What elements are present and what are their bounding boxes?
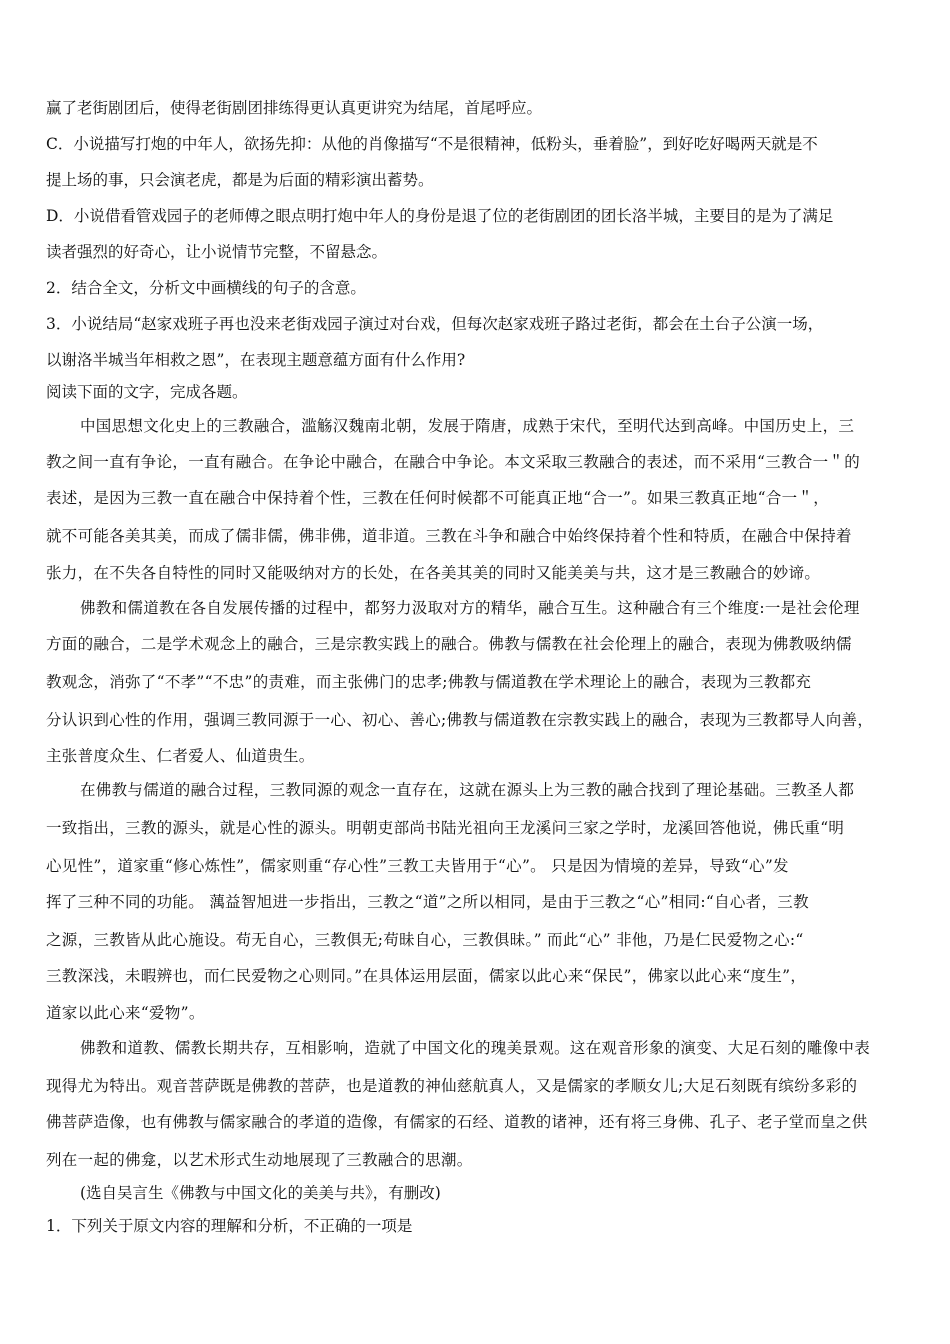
article-p3-line: 道家以此心来“爱物”。 xyxy=(46,1004,205,1022)
article-p1-line: 表述，是因为三教一直在融合中保持着个性，三教在任何时候都不可能真正地“合一”。如果三教真正地“合一＂， xyxy=(46,489,830,507)
reading-instruction: 阅读下面的文字，完成各题。 xyxy=(46,383,248,401)
article-p4-line: 佛菩萨造像，也有佛教与儒家融合的孝道的造像，有儒家的石经、道教的诸神，还有将三身佛、孔子、老子堂而皇之供 xyxy=(46,1113,868,1131)
question-1: 1．下列关于原文内容的理解和分析，不正确的一项是 xyxy=(46,1217,413,1235)
article-p4-line: 佛教和道教、儒教长期共存，互相影响，造就了中国文化的瑰美景观。这在观音形象的演变、大足石刻的雕像中表 xyxy=(80,1039,871,1057)
article-p3-line: 心见性”，道家重“修心炼性”，儒家则重“存心性”三教工夫皆用于“心”。 只是因为情境的差异，导致“心”发 xyxy=(46,857,789,875)
question-2: 2．结合全文，分析文中画横线的句子的含意。 xyxy=(46,279,366,297)
option-d-line-2: 读者强烈的好奇心，让小说情节完整，不留悬念。 xyxy=(46,243,388,261)
article-p3-line: 在佛教与儒道的融合过程，三教同源的观念一直存在，这就在源头上为三教的融合找到了理论基础。三教圣人都 xyxy=(80,781,855,799)
article-p3-line: 一致指出，三教的源头，就是心性的源头。明朝吏部尚书陆光祖向王龙溪问三家之学时，龙溪回答他说，佛氏重“明 xyxy=(46,819,845,837)
option-c-line-1: C．小说描写打炮的中年人，欲扬先抑：从他的肖像描写“不是很精神，低粉头，垂着脸”，到好吃好喝两天就是不 xyxy=(46,135,818,153)
article-source: (选自吴言生《佛教与中国文化的美美与共》，有删改) xyxy=(80,1184,441,1202)
option-c-line-2: 提上场的事，只会演老虎，都是为后面的精彩演出蓄势。 xyxy=(46,171,434,189)
article-p2-line: 主张普度众生、仁者爱人、仙道贵生。 xyxy=(46,747,315,765)
article-p2-line: 佛教和儒道教在各自发展传播的过程中，都努力汲取对方的精华，融合互生。这种融合有三个维度:一是社会伦理 xyxy=(80,599,860,617)
article-p4-line: 列在一起的佛龛，以艺术形式生动地展现了三教融合的思潮。 xyxy=(46,1151,473,1169)
article-p2-line: 方面的融合，二是学术观念上的融合，三是宗教实践上的融合。佛教与儒教在社会伦理上的融合，表现为佛教吸纳儒 xyxy=(46,635,852,653)
prev-option-b-ending: 赢了老街剧团后，使得老街剧团排练得更认真更讲究为结尾，首尾呼应。 xyxy=(46,99,543,117)
question-3-line-2: 以谢洛半城当年相救之恩”，在表现主题意蕴方面有什么作用? xyxy=(46,351,466,369)
article-p1-line: 中国思想文化史上的三教融合，滥觞汉魏南北朝，发展于隋唐，成熟于宋代，至明代达到高峰。中国历史上，三 xyxy=(80,417,855,435)
article-p3-line: 三教深浅，未暇辨也，而仁民爱物之心则同。”在具体运用层面，儒家以此心来“保民”，佛家以此心来“度生”， xyxy=(46,967,807,985)
article-p1-line: 就不可能各美其美，而成了儒非儒，佛非佛，道非道。三教在斗争和融合中始终保持着个性和特质，在融合中保持着 xyxy=(46,527,852,545)
article-p2-line: 教观念，消弥了“不孝”“不忠”的责难，而主张佛门的忠孝;佛教与儒道教在学术理论上的融合，表现为三教都充 xyxy=(46,673,812,691)
question-3-line-1: 3．小说结局“赵家戏班子再也没来老街戏园子演过对台戏，但每次赵家戏班子路过老街，都会在土台子公演一场， xyxy=(46,315,824,333)
article-p2-line: 分认识到心性的作用，强调三教同源于一心、初心、善心;佛教与儒道教在宗教实践上的融合，表现为三教都导人向善， xyxy=(46,711,874,729)
article-p3-line: 挥了三种不同的功能。 蕅益智旭进一步指出，三教之“道”之所以相同，是由于三教之“心”相同:“自心者，三教 xyxy=(46,893,809,911)
article-p1-line: 教之间一直有争论，一直有融合。在争论中融合，在融合中争论。本文采取三教融合的表述，而不采用“三教合一＂的 xyxy=(46,453,861,471)
article-p1-line: 张力，在不失各自特性的同时又能吸纳对方的长处，在各美其美的同时又能美美与共，这才是三教融合的妙谛。 xyxy=(46,564,821,582)
option-d-line-1: D．小说借看管戏园子的老师傅之眼点明打炮中年人的身份是退了位的老街剧团的团长洛半城，主要目的是为了满足 xyxy=(46,207,834,225)
article-p3-line: 之源，三教皆从此心施设。苟无自心，三教俱无;苟昧自心，三教俱昧。” 而此“心” 非他，乃是仁民爱物之心:“ xyxy=(46,931,804,949)
article-p4-line: 现得尤为特出。观音菩萨既是佛教的菩萨，也是道教的神仙慈航真人，又是儒家的孝顺女儿;大足石刻既有缤纷多彩的 xyxy=(46,1077,858,1095)
